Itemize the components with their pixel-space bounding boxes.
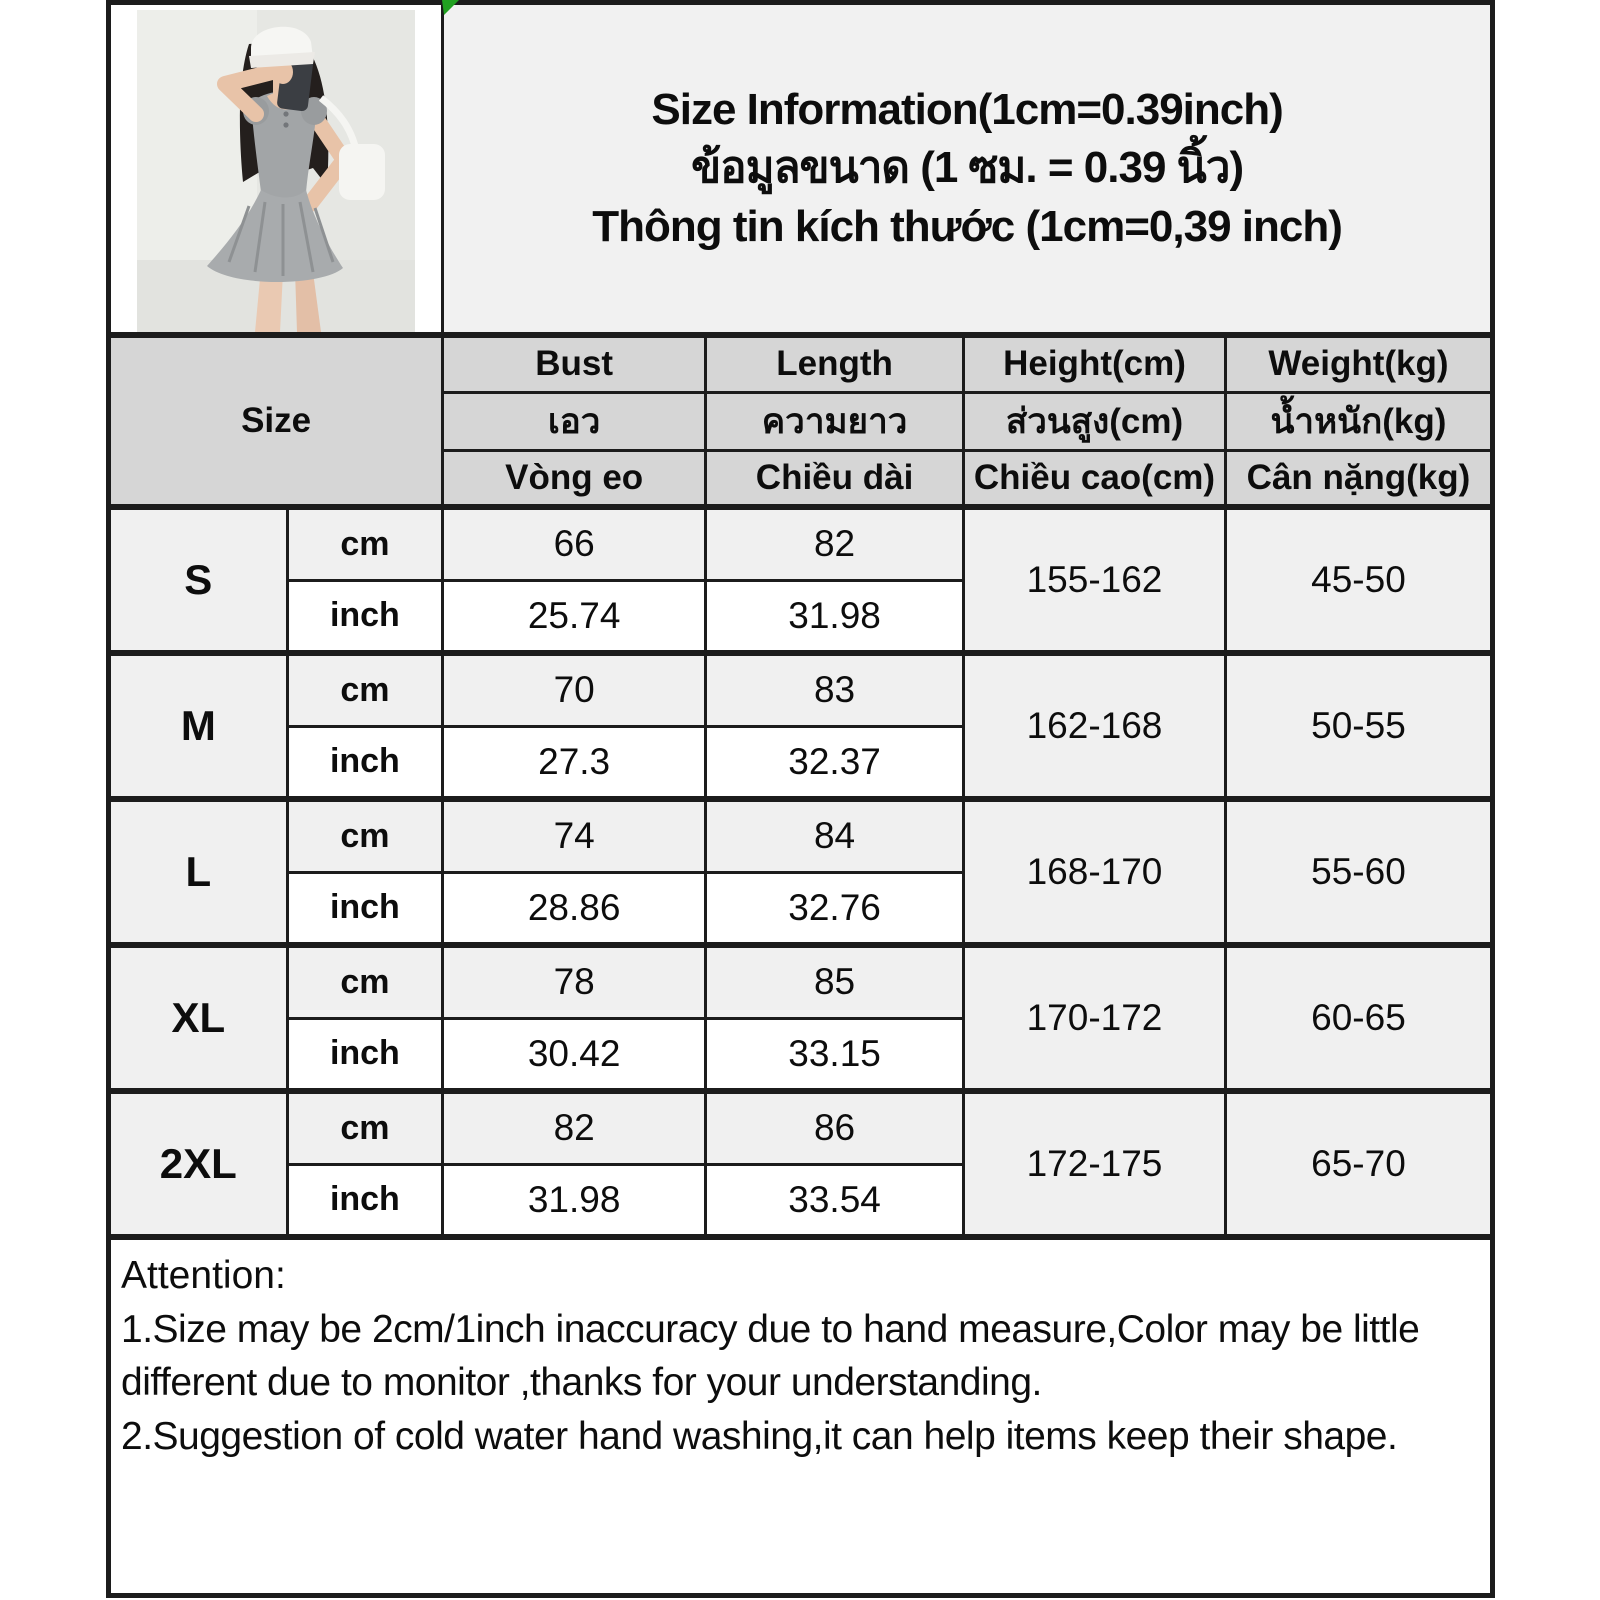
length-cm-m: 83 (706, 653, 964, 726)
col-header-length-vi: Chiều dài (706, 450, 964, 507)
bust-cm-2xl: 82 (443, 1091, 706, 1164)
table-row (109, 653, 1493, 726)
unit-label-inch: inch (287, 872, 443, 945)
size-table (106, 0, 1495, 1598)
col-header-bust-vi: Vòng eo (443, 450, 706, 507)
attention-note-2: 2.Suggestion of cold water hand washing,it can help items keep their shape. (121, 1415, 1398, 1459)
title-cell (443, 3, 1493, 336)
length-cm-xl: 85 (706, 945, 964, 1018)
product-photo-cell (109, 3, 443, 336)
unit-label-inch: inch (287, 726, 443, 799)
col-header-weight-vi: Cân nặng(kg) (1225, 450, 1492, 507)
col-header-height-vi: Chiều cao(cm) (964, 450, 1226, 507)
unit-label-cm: cm (287, 507, 443, 580)
bust-inch-xl: 30.42 (443, 1018, 706, 1091)
col-header-height-en: Height(cm) (964, 335, 1226, 392)
unit-label-cm: cm (287, 945, 443, 1018)
attention-heading: Attention: (121, 1254, 286, 1297)
size-label-s: S (109, 507, 288, 653)
table-row (109, 507, 1493, 580)
attention-section (109, 1237, 1493, 1596)
length-cm-2xl: 86 (706, 1091, 964, 1164)
bust-inch-s: 25.74 (443, 580, 706, 653)
length-cm-l: 84 (706, 799, 964, 872)
bust-inch-l: 28.86 (443, 872, 706, 945)
unit-label-cm: cm (287, 1091, 443, 1164)
bust-inch-m: 27.3 (443, 726, 706, 799)
height-xl: 170-172 (964, 945, 1226, 1091)
length-inch-l: 32.76 (706, 872, 964, 945)
title-line-vi: Thông tin kích thước (1cm=0,39 inch) (592, 201, 1342, 251)
table-row (109, 799, 1493, 872)
attention-note-1: 1.Size may be 2cm/1inch inaccuracy due to hand measure,Color may be little different due to monitor ,thanks for your understanding. (121, 1307, 1420, 1405)
unit-label-inch: inch (287, 1018, 443, 1091)
col-header-weight-en: Weight(kg) (1225, 335, 1492, 392)
size-column-header: Size (109, 335, 443, 507)
size-label-m: M (109, 653, 288, 799)
title-line-en: Size Information(1cm=0.39inch) (651, 84, 1283, 134)
weight-s: 45-50 (1225, 507, 1492, 653)
bust-inch-2xl: 31.98 (443, 1164, 706, 1237)
size-chart-sheet (106, 0, 1495, 1598)
size-label-l: L (109, 799, 288, 945)
table-row (109, 1091, 1493, 1164)
col-header-height-th: ส่วนสูง(cm) (964, 392, 1226, 450)
weight-m: 50-55 (1225, 653, 1492, 799)
length-inch-m: 32.37 (706, 726, 964, 799)
col-header-bust-th: เอว (443, 392, 706, 450)
weight-l: 55-60 (1225, 799, 1492, 945)
length-inch-2xl: 33.54 (706, 1164, 964, 1237)
title-line-th: ข้อมูลขนาด (1 ซม. = 0.39 นิ้ว) (691, 143, 1244, 193)
length-cm-s: 82 (706, 507, 964, 580)
unit-label-cm: cm (287, 799, 443, 872)
size-label-2xl: 2XL (109, 1091, 288, 1237)
col-header-weight-th: น้ำหนัก(kg) (1225, 392, 1492, 450)
unit-label-inch: inch (287, 580, 443, 653)
weight-xl: 60-65 (1225, 945, 1492, 1091)
bust-cm-l: 74 (443, 799, 706, 872)
unit-label-cm: cm (287, 653, 443, 726)
col-header-length-th: ความยาว (706, 392, 964, 450)
height-m: 162-168 (964, 653, 1226, 799)
weight-2xl: 65-70 (1225, 1091, 1492, 1237)
product-photo (137, 10, 415, 332)
bust-cm-m: 70 (443, 653, 706, 726)
height-s: 155-162 (964, 507, 1226, 653)
length-inch-xl: 33.15 (706, 1018, 964, 1091)
height-l: 168-170 (964, 799, 1226, 945)
bust-cm-xl: 78 (443, 945, 706, 1018)
height-2xl: 172-175 (964, 1091, 1226, 1237)
table-row (109, 945, 1493, 1018)
unit-label-inch: inch (287, 1164, 443, 1237)
col-header-bust-en: Bust (443, 335, 706, 392)
bust-cm-s: 66 (443, 507, 706, 580)
length-inch-s: 31.98 (706, 580, 964, 653)
size-label-xl: XL (109, 945, 288, 1091)
col-header-length-en: Length (706, 335, 964, 392)
